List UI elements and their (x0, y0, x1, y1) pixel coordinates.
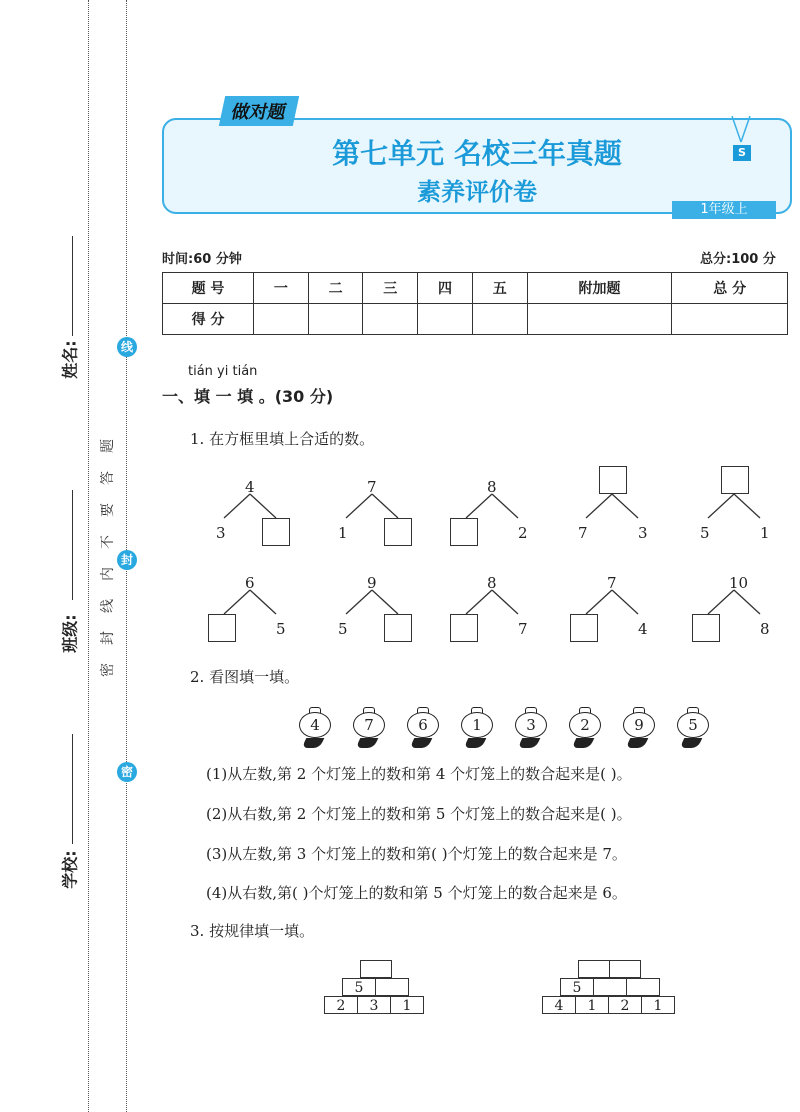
badge-s: S (733, 145, 751, 161)
seal-mark-mi: 密 (117, 762, 137, 782)
question-2: 2. 看图填一填。 (190, 668, 300, 686)
bond-top-number: 4 (245, 478, 255, 496)
answer-box[interactable] (208, 614, 236, 642)
bond-left-number: 1 (338, 524, 348, 542)
total-score: 总分:100 分 (700, 252, 776, 267)
lantern-number: 4 (299, 712, 331, 738)
q2-item-1: (1)从左数,第 2 个灯笼上的数和第 4 个灯笼上的数合起来是( )。 (206, 765, 632, 783)
pyramid-cell[interactable] (626, 978, 660, 996)
bond-left-number: 3 (216, 524, 226, 542)
name-line[interactable] (72, 236, 73, 336)
bond-right-number: 5 (276, 620, 286, 638)
answer-box[interactable] (450, 614, 478, 642)
col-header: 附加题 (527, 273, 672, 304)
score-table (162, 272, 788, 335)
unit-subtitle: 素养评价卷 (417, 178, 537, 206)
lantern-icon (568, 706, 602, 750)
answer-box[interactable] (599, 466, 627, 494)
lantern-icon (676, 706, 710, 750)
bond-lines (574, 494, 654, 524)
class-line[interactable] (72, 490, 73, 600)
seal-mark-xian: 线 (117, 337, 137, 357)
col-header: 五 (472, 273, 527, 304)
bond-right-number: 8 (760, 620, 770, 638)
name-label: 姓名: (60, 340, 80, 379)
lantern-icon (460, 706, 494, 750)
pyramid-cell: 1 (575, 996, 609, 1014)
bond-top-number: 8 (487, 574, 497, 592)
score-cell[interactable] (472, 304, 527, 335)
lantern-number: 2 (569, 712, 601, 738)
answer-box[interactable] (384, 614, 412, 642)
lantern-icon (622, 706, 656, 750)
section-title: 一、填 一 填 。(30 分) (162, 387, 334, 406)
pyramid-cell: 5 (560, 978, 594, 996)
bond-lines (696, 494, 776, 524)
pyramid-cell[interactable] (360, 960, 392, 978)
col-header: 一 (254, 273, 309, 304)
pyramid-cell: 5 (342, 978, 376, 996)
lantern-number: 6 (407, 712, 439, 738)
pyramid-cell[interactable] (593, 978, 627, 996)
lantern-number: 7 (353, 712, 385, 738)
q2-item-3: (3)从左数,第 3 个灯笼上的数和第( )个灯笼上的数合起来是 7。 (206, 845, 627, 863)
pyramid-cell[interactable] (375, 978, 409, 996)
col-header: 总 分 (672, 273, 788, 304)
score-cell[interactable] (672, 304, 788, 335)
answer-box[interactable] (692, 614, 720, 642)
pyramid-cell[interactable] (609, 960, 641, 978)
row-label: 得 分 (163, 304, 254, 335)
pyramid-cell: 4 (542, 996, 576, 1014)
pyramid-cell: 1 (641, 996, 675, 1014)
score-cell[interactable] (363, 304, 418, 335)
bond-left-number: 5 (338, 620, 348, 638)
pyramid-cell[interactable] (578, 960, 610, 978)
answer-box[interactable] (262, 518, 290, 546)
pyramid-cell: 1 (390, 996, 424, 1014)
lantern-icon (406, 706, 440, 750)
school-label: 学校: (60, 850, 80, 889)
bond-top-number: 9 (367, 574, 377, 592)
q2-item-2: (2)从右数,第 2 个灯笼上的数和第 5 个灯笼上的数合起来是( )。 (206, 805, 632, 823)
unit-title: 第七单元 名校三年真题 (332, 137, 622, 170)
lantern-icon (298, 706, 332, 750)
answer-box[interactable] (721, 466, 749, 494)
title-banner (162, 118, 792, 214)
col-header: 三 (363, 273, 418, 304)
col-header: 四 (418, 273, 473, 304)
lantern-icon (352, 706, 386, 750)
bond-right-number: 4 (638, 620, 648, 638)
class-label: 班级: (60, 614, 80, 653)
seal-mark-feng: 封 (117, 550, 137, 570)
answer-box[interactable] (570, 614, 598, 642)
col-header: 题 号 (163, 273, 254, 304)
col-header: 二 (308, 273, 363, 304)
score-cell[interactable] (254, 304, 309, 335)
fold-line-outer (88, 0, 89, 1112)
lantern-number: 3 (515, 712, 547, 738)
bond-right-number: 3 (638, 524, 648, 542)
bond-top-number: 8 (487, 478, 497, 496)
school-line[interactable] (72, 734, 73, 844)
score-cell[interactable] (418, 304, 473, 335)
pinyin: tián yi tián (188, 364, 258, 379)
bond-right-number: 7 (518, 620, 528, 638)
pyramid-cell: 2 (608, 996, 642, 1014)
pyramid-cell: 3 (357, 996, 391, 1014)
bond-right-number: 2 (518, 524, 528, 542)
question-1: 1. 在方框里填上合适的数。 (190, 430, 375, 448)
pyramid-cell: 2 (324, 996, 358, 1014)
bond-right-number: 1 (760, 524, 770, 542)
lantern-number: 5 (677, 712, 709, 738)
answer-box[interactable] (450, 518, 478, 546)
q2-item-4: (4)从右数,第( )个灯笼上的数和第 5 个灯笼上的数合起来是 6。 (206, 884, 627, 902)
lantern-number: 9 (623, 712, 655, 738)
tag-label: 做对题 (219, 96, 299, 126)
exam-time: 时间:60 分钟 (162, 252, 242, 267)
bond-left-number: 5 (700, 524, 710, 542)
bond-left-number: 7 (578, 524, 588, 542)
score-table-header (163, 273, 788, 304)
bond-top-number: 7 (607, 574, 617, 592)
grade-tab: 1年级上 (672, 201, 776, 219)
answer-box[interactable] (384, 518, 412, 546)
score-cell[interactable] (308, 304, 363, 335)
bond-top-number: 10 (729, 574, 749, 592)
bond-top-number: 7 (367, 478, 377, 496)
lantern-icon (514, 706, 548, 750)
lantern-number: 1 (461, 712, 493, 738)
score-cell[interactable] (527, 304, 672, 335)
score-row (163, 304, 788, 335)
bond-top-number: 6 (245, 574, 255, 592)
question-3: 3. 按规律填一填。 (190, 922, 315, 940)
